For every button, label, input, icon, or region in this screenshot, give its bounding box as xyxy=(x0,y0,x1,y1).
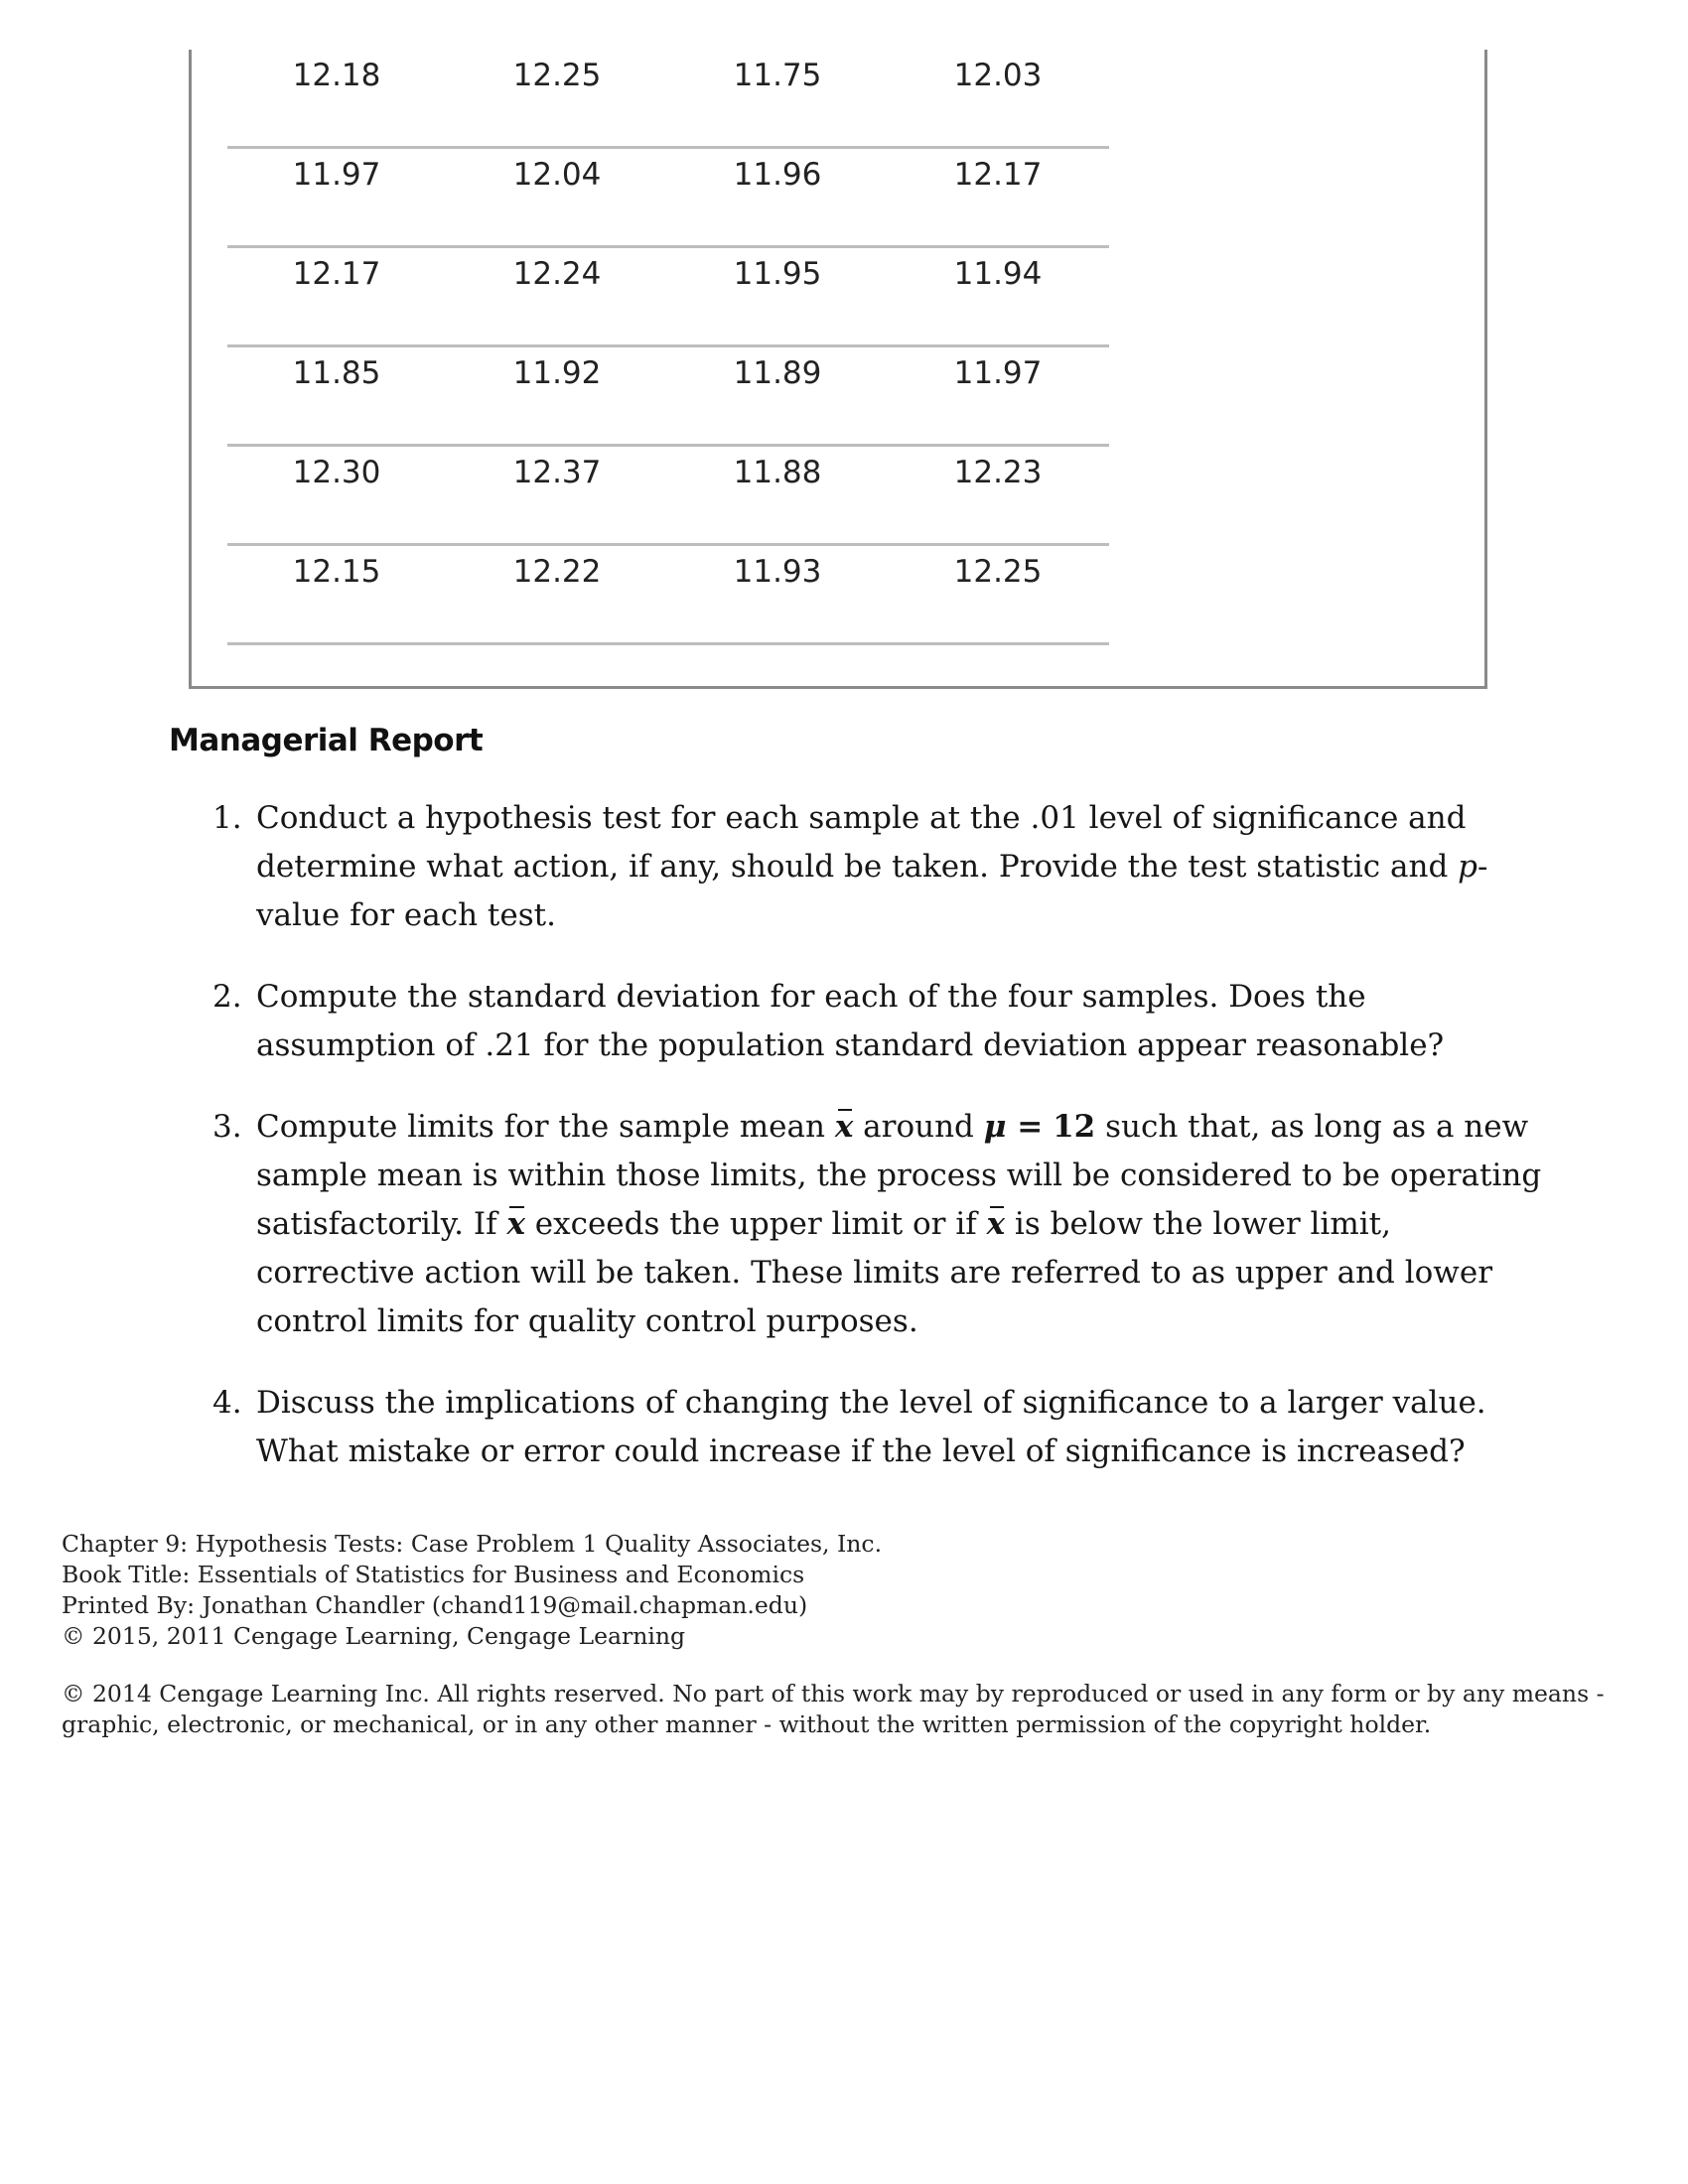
table-row xyxy=(227,50,1109,149)
table-cell: 12.30 xyxy=(292,455,381,490)
item-number: 3. xyxy=(212,1109,242,1145)
item-number: 1. xyxy=(212,800,242,836)
table-row xyxy=(227,248,1109,347)
citation-footer xyxy=(62,1529,882,1652)
table-row xyxy=(227,447,1109,546)
copyright-notice: © 2014 Cengage Learning Inc. All rights reserved. No part of this work may by reproduced or used in any form or by any means - graphic, electronic, or mechanical, or in any other manner - without the written permission of the copyright holder. xyxy=(62,1680,1605,1738)
table-cell: 12.03 xyxy=(953,58,1043,93)
item-text: around xyxy=(853,1109,984,1145)
table-cell: 11.92 xyxy=(512,355,602,391)
item-text: Conduct a hypothesis test for each sample at the .01 level of significance and determine what action, if any, should be taken. Provide the test statistic and xyxy=(256,800,1467,885)
table-cell: 11.97 xyxy=(292,157,381,193)
x-bar-symbol: x xyxy=(987,1200,1005,1249)
table-cell: 12.25 xyxy=(953,554,1043,590)
item-text: -value for each test. xyxy=(256,849,1488,933)
item-text: Compute the standard deviation for each of the four samples. Does the assumption of .21 for the population standard deviation appear reasonable? xyxy=(256,979,1445,1063)
report-item-3 xyxy=(212,1103,1543,1346)
x-bar-symbol: x xyxy=(506,1200,524,1249)
table-row xyxy=(227,347,1109,447)
table-cell: 11.97 xyxy=(953,355,1043,391)
table-cell: 12.24 xyxy=(512,256,602,292)
edition-copyright-line: © 2015, 2011 Cengage Learning, Cengage Learning xyxy=(62,1622,686,1650)
mu-equals-symbol: μ = xyxy=(983,1109,1044,1145)
table-cell: 12.17 xyxy=(292,256,381,292)
section-heading: Managerial Report xyxy=(169,723,484,758)
table-cell: 11.93 xyxy=(733,554,822,590)
table-row xyxy=(227,149,1109,248)
book-title-line: Book Title: Essentials of Statistics for Business and Economics xyxy=(62,1561,805,1588)
table-cell: 12.22 xyxy=(512,554,602,590)
table-cell: 12.25 xyxy=(512,58,602,93)
report-item-1 xyxy=(212,794,1543,940)
table-cell: 11.96 xyxy=(733,157,822,193)
sample-data-table-frame xyxy=(189,50,1487,689)
table-cell: 12.23 xyxy=(953,455,1043,490)
table-cell: 12.18 xyxy=(292,58,381,93)
item-text: is below the lower limit, corrective action will be taken. These limits are referred to as upper and lower control limits for quality control purposes. xyxy=(256,1206,1493,1339)
table-cell: 11.75 xyxy=(733,58,822,93)
report-item-4 xyxy=(212,1379,1543,1476)
printed-by-line: Printed By: Jonathan Chandler (chand119@mail.chapman.edu) xyxy=(62,1591,808,1619)
managerial-report-list xyxy=(212,794,1543,1509)
table-cell: 11.85 xyxy=(292,355,381,391)
mu-value: 12 xyxy=(1053,1109,1096,1145)
x-bar-symbol: x xyxy=(835,1103,853,1152)
table-cell: 12.17 xyxy=(953,157,1043,193)
sample-data-table xyxy=(227,50,1109,645)
item-text: Discuss the implications of changing the level of significance to a larger value. What mistake or error could increase if the level of significance is increased? xyxy=(256,1385,1486,1469)
item-text: such that, as long as a new sample mean is within those limits, the process will be considered to be operating satisfactorily. If xyxy=(256,1109,1542,1242)
table-cell: 11.94 xyxy=(953,256,1043,292)
report-item-2 xyxy=(212,973,1543,1070)
item-text: Compute limits for the sample mean xyxy=(256,1109,835,1145)
item-number: 2. xyxy=(212,979,242,1015)
item-text: exceeds the upper limit or if xyxy=(524,1206,987,1242)
table-row xyxy=(227,546,1109,645)
item-number: 4. xyxy=(212,1385,242,1421)
table-cell: 12.04 xyxy=(512,157,602,193)
table-cell: 11.95 xyxy=(733,256,822,292)
table-cell: 11.89 xyxy=(733,355,822,391)
table-cell: 11.88 xyxy=(733,455,822,490)
table-cell: 12.15 xyxy=(292,554,381,590)
table-cell: 12.37 xyxy=(512,455,602,490)
chapter-line: Chapter 9: Hypothesis Tests: Case Problem 1 Quality Associates, Inc. xyxy=(62,1530,883,1558)
p-symbol: p xyxy=(1458,849,1478,885)
